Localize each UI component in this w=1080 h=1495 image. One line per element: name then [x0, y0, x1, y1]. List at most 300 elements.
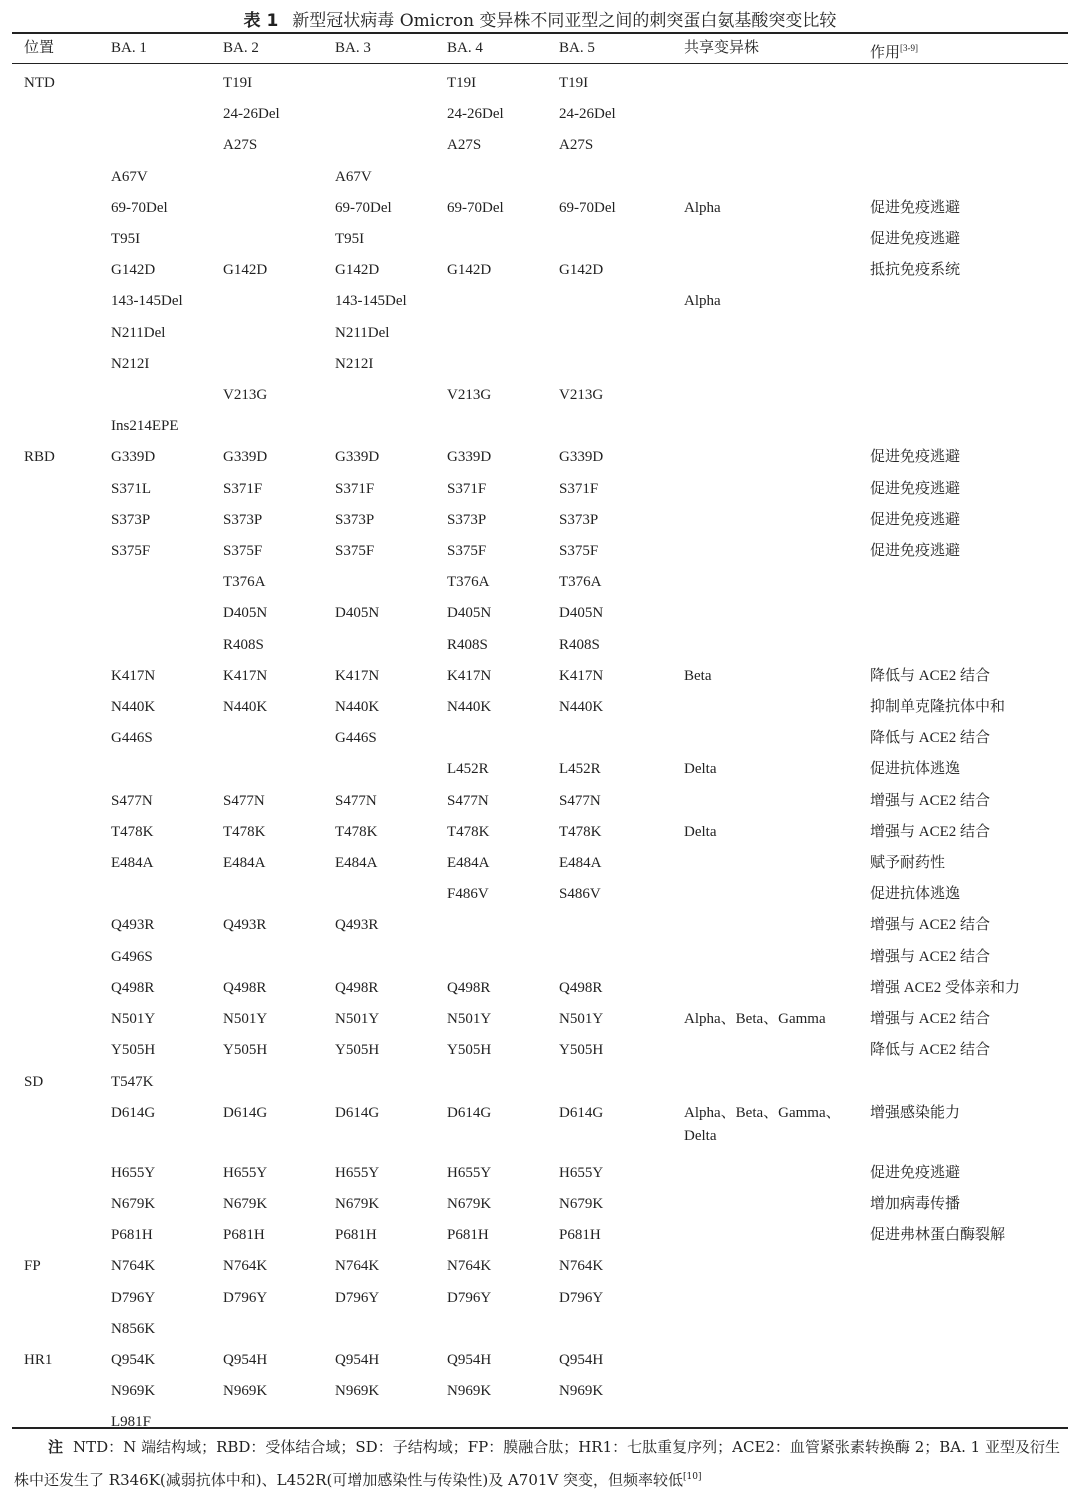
cell-position	[12, 879, 111, 910]
cell-shared-variant	[684, 786, 870, 817]
cell-ba4: A27S	[447, 137, 482, 154]
cell-ba1: G496S	[111, 948, 153, 965]
table-row	[12, 411, 1068, 442]
cell-ba1	[111, 567, 223, 598]
cell-ba5: P681H	[559, 1227, 601, 1244]
cell-effect	[870, 130, 1068, 161]
cell-position	[12, 1220, 111, 1251]
cell-ba5: S375F	[559, 543, 599, 560]
table-row	[12, 879, 1068, 910]
cell-ba4: S375F	[447, 543, 487, 560]
table-number: 表 1	[243, 11, 279, 31]
cell-ba2: A27S	[223, 137, 258, 154]
cell-ba2: V213G	[223, 387, 268, 404]
cell-ba5: D614G	[559, 1104, 604, 1121]
cell-ba3	[335, 630, 447, 661]
table-row	[12, 1067, 1068, 1098]
cell-ba2: D614G	[223, 1104, 268, 1121]
cell-ba2: E484A	[223, 855, 266, 872]
cell-ba5: Q498R	[559, 979, 603, 996]
cell-position: FP	[24, 1258, 41, 1275]
cell-shared-variant	[684, 318, 870, 349]
cell-ba2: T478K	[223, 823, 266, 840]
header-ref: [3-9]	[900, 43, 919, 53]
cell-ba4: D405N	[447, 605, 492, 622]
cell-shared-variant	[684, 567, 870, 598]
cell-position	[12, 505, 111, 536]
cell-ba5: L452R	[559, 761, 601, 778]
cell-position	[12, 1376, 111, 1407]
cell-ba3: 69-70Del	[335, 199, 392, 216]
cell-ba4	[447, 1314, 559, 1345]
cell-ba3: D614G	[335, 1104, 380, 1121]
table-row	[12, 630, 1068, 661]
cell-shared-variant	[684, 99, 870, 130]
cell-ba4: E484A	[447, 855, 490, 872]
cell-ba1	[111, 99, 223, 130]
cell-effect: 增加病毒传播	[870, 1195, 961, 1212]
cell-effect: 抵抗免疫系统	[870, 262, 961, 279]
cell-ba2: G339D	[223, 449, 268, 466]
cell-shared-variant	[684, 1067, 870, 1098]
cell-ba5: G142D	[559, 262, 604, 279]
cell-ba5: N679K	[559, 1195, 604, 1212]
cell-ba4: K417N	[447, 667, 492, 684]
cell-shared-variant	[684, 630, 870, 661]
cell-shared-variant	[684, 598, 870, 629]
cell-effect: 促进免疫逃避	[870, 199, 961, 216]
cell-ba5: D405N	[559, 605, 604, 622]
cell-ba2: S477N	[223, 792, 265, 809]
table-row	[12, 1035, 1068, 1066]
cell-ba1: P681H	[111, 1227, 153, 1244]
cell-ba4: S371F	[447, 480, 487, 497]
cell-ba2: S371F	[223, 480, 263, 497]
cell-ba3: Y505H	[335, 1042, 380, 1059]
cell-ba3: N212I	[335, 355, 374, 372]
cell-ba5	[559, 1314, 684, 1345]
cell-ba2: Q498R	[223, 979, 267, 996]
table-row	[12, 973, 1068, 1004]
table-row	[12, 567, 1068, 598]
cell-position	[12, 286, 111, 317]
cell-ba3: Q493R	[335, 917, 379, 934]
cell-ba1: G446S	[111, 730, 153, 747]
cell-position: RBD	[24, 449, 55, 466]
cell-shared-variant	[684, 942, 870, 973]
cell-ba4: Y505H	[447, 1042, 492, 1059]
table-row	[12, 1004, 1068, 1035]
cell-shared-variant: Beta	[684, 667, 712, 684]
cell-ba4: S373P	[447, 511, 487, 528]
table-title	[0, 6, 1080, 31]
cell-effect	[870, 1376, 1068, 1407]
table-row	[12, 661, 1068, 692]
note-text: NTD：N 端结构域；RBD：受体结合域；SD：子结构域；FP：膜融合肽；HR1：七肽重复序列；ACE2：血管紧张素转换酶 2；BA. 1 亚型及衍生株中还发生了 R346K(减弱抗体中和)、L452R(可增加感染性与传染性)及 A701V 突变，但频率较低	[14, 1438, 1060, 1489]
cell-ba5: T376A	[559, 574, 602, 591]
cell-ba5: T19I	[559, 75, 589, 91]
cell-shared-variant	[684, 411, 870, 442]
cell-effect: 促进免疫逃避	[870, 543, 961, 560]
cell-shared-variant	[684, 1035, 870, 1066]
cell-position	[12, 318, 111, 349]
cell-position	[12, 1158, 111, 1189]
table-row	[12, 817, 1068, 848]
cell-ba5	[559, 942, 684, 973]
cell-ba4: H655Y	[447, 1164, 492, 1181]
header-position: 位置	[24, 40, 55, 56]
cell-position	[12, 99, 111, 130]
cell-ba3: N211Del	[335, 324, 390, 341]
cell-ba2	[223, 1067, 335, 1098]
cell-effect: 抑制单克隆抗体中和	[870, 699, 1006, 716]
cell-ba4: N969K	[447, 1383, 492, 1400]
cell-ba1: S375F	[111, 543, 151, 560]
table-row	[12, 380, 1068, 411]
cell-shared-variant	[684, 879, 870, 910]
cell-ba5	[559, 318, 684, 349]
table-note	[14, 1432, 1070, 1495]
cell-effect	[870, 286, 1068, 317]
cell-shared-variant	[684, 1376, 870, 1407]
cell-ba1: S373P	[111, 511, 151, 528]
cell-ba3: T95I	[335, 231, 365, 248]
cell-effect	[870, 318, 1068, 349]
cell-effect	[870, 1314, 1068, 1345]
table-row	[12, 1283, 1068, 1314]
table-row	[12, 193, 1068, 224]
cell-ba3: K417N	[335, 667, 380, 684]
cell-shared-variant	[684, 848, 870, 879]
cell-ba1: K417N	[111, 667, 156, 684]
cell-ba1: T478K	[111, 823, 154, 840]
cell-ba4: N440K	[447, 699, 492, 716]
cell-ba3	[335, 380, 447, 411]
cell-position	[12, 973, 111, 1004]
cell-ba1: 69-70Del	[111, 199, 168, 216]
cell-ba3	[335, 411, 447, 442]
cell-position	[12, 754, 111, 785]
cell-ba3: P681H	[335, 1227, 377, 1244]
cell-ba5: R408S	[559, 636, 600, 653]
cell-effect: 增强与 ACE2 结合	[870, 1011, 991, 1028]
cell-position	[12, 162, 111, 193]
cell-effect: 降低与 ACE2 结合	[870, 730, 991, 747]
cell-ba5: S477N	[559, 792, 601, 809]
cell-ba1: S371L	[111, 480, 152, 497]
cell-ba2	[223, 193, 335, 224]
cell-ba2: T376A	[223, 574, 266, 591]
cell-ba5: 69-70Del	[559, 199, 616, 216]
cell-ba2: S375F	[223, 543, 263, 560]
cell-ba1: D614G	[111, 1104, 156, 1121]
cell-shared-variant	[684, 1251, 870, 1282]
cell-ba1: D796Y	[111, 1289, 156, 1306]
cell-shared-variant	[684, 1158, 870, 1189]
cell-position: HR1	[24, 1351, 53, 1368]
cell-ba2: G142D	[223, 262, 268, 279]
table-row	[12, 286, 1068, 317]
cell-ba4: G142D	[447, 262, 492, 279]
table-row	[12, 692, 1068, 723]
cell-ba4	[447, 318, 559, 349]
cell-ba4: 69-70Del	[447, 199, 504, 216]
cell-ba4: N501Y	[447, 1011, 492, 1028]
cell-ba1: Q498R	[111, 979, 155, 996]
table-row	[12, 754, 1068, 785]
cell-ba5: D796Y	[559, 1289, 604, 1306]
cell-ba2: Q493R	[223, 917, 267, 934]
cell-ba1: E484A	[111, 855, 154, 872]
cell-shared-variant	[684, 130, 870, 161]
cell-ba3: G339D	[335, 449, 380, 466]
cell-ba4	[447, 942, 559, 973]
cell-ba4	[447, 162, 559, 193]
cell-ba2: N969K	[223, 1383, 268, 1400]
cell-ba1: N440K	[111, 699, 156, 716]
cell-shared-variant: Alpha	[684, 199, 721, 216]
cell-ba1	[111, 130, 223, 161]
cell-shared-variant: Delta	[684, 823, 717, 840]
cell-ba5: N501Y	[559, 1011, 604, 1028]
header-ba1: BA. 1	[111, 40, 147, 56]
cell-ba5: Q954H	[559, 1351, 604, 1368]
cell-ba5: K417N	[559, 667, 604, 684]
cell-ba3	[335, 1067, 447, 1098]
cell-ba5	[559, 286, 684, 317]
cell-effect: 促进抗体逃逸	[870, 886, 961, 903]
cell-shared-variant	[684, 1220, 870, 1251]
cell-ba1	[111, 754, 223, 785]
cell-effect	[870, 349, 1068, 380]
cell-ba3: G446S	[335, 730, 377, 747]
cell-ba3: T478K	[335, 823, 378, 840]
table-row	[12, 942, 1068, 973]
cell-position	[12, 224, 111, 255]
cell-ba3: E484A	[335, 855, 378, 872]
cell-ba2: S373P	[223, 511, 263, 528]
cell-effect: 增强与 ACE2 结合	[870, 948, 991, 965]
cell-ba4: S477N	[447, 792, 489, 809]
table-row	[12, 162, 1068, 193]
cell-position	[12, 130, 111, 161]
cell-ba4: R408S	[447, 636, 488, 653]
table-row	[12, 1189, 1068, 1220]
cell-position	[12, 474, 111, 505]
table-row	[12, 224, 1068, 255]
cell-ba1: N211Del	[111, 324, 166, 341]
note-ref: [10]	[683, 1472, 702, 1482]
table-row	[12, 1251, 1068, 1282]
cell-shared-variant	[684, 536, 870, 567]
cell-ba4	[447, 411, 559, 442]
cell-ba2	[223, 318, 335, 349]
cell-effect	[870, 99, 1068, 130]
cell-position	[12, 692, 111, 723]
mutation-table	[12, 34, 1068, 1439]
cell-position	[12, 1189, 111, 1220]
cell-position: SD	[24, 1073, 44, 1090]
cell-ba3: N969K	[335, 1383, 380, 1400]
cell-ba2: R408S	[223, 636, 264, 653]
table-row	[12, 474, 1068, 505]
cell-effect	[870, 68, 1068, 99]
header-ba3: BA. 3	[335, 40, 371, 56]
cell-position	[12, 567, 111, 598]
cell-position	[12, 380, 111, 411]
cell-ba3: S373P	[335, 511, 375, 528]
cell-ba2: H655Y	[223, 1164, 268, 1181]
cell-ba2	[223, 942, 335, 973]
cell-position	[12, 910, 111, 941]
cell-ba2: P681H	[223, 1227, 265, 1244]
cell-ba2: Y505H	[223, 1042, 268, 1059]
table-row	[12, 99, 1068, 130]
table-row	[12, 598, 1068, 629]
cell-ba5: N969K	[559, 1383, 604, 1400]
cell-ba3: N764K	[335, 1258, 380, 1275]
cell-position	[12, 598, 111, 629]
cell-ba3: Q498R	[335, 979, 379, 996]
cell-position	[12, 255, 111, 286]
cell-ba5: A27S	[559, 137, 594, 154]
cell-position	[12, 661, 111, 692]
cell-ba5: N440K	[559, 699, 604, 716]
cell-shared-variant: Alpha	[684, 293, 721, 310]
cell-ba1	[111, 380, 223, 411]
cell-ba4	[447, 224, 559, 255]
cell-ba1: G142D	[111, 262, 156, 279]
cell-ba5	[559, 224, 684, 255]
cell-ba4: N679K	[447, 1195, 492, 1212]
cell-ba5: G339D	[559, 449, 604, 466]
cell-ba2: 24-26Del	[223, 106, 280, 123]
cell-shared-variant	[684, 973, 870, 1004]
cell-ba4	[447, 286, 559, 317]
cell-effect: 促进抗体逃逸	[870, 761, 961, 778]
cell-effect: 增强与 ACE2 结合	[870, 823, 991, 840]
cell-effect: 增强 ACE2 受体亲和力	[870, 979, 1021, 996]
cell-ba1	[111, 879, 223, 910]
cell-ba3: Q954H	[335, 1351, 380, 1368]
cell-ba4: Q498R	[447, 979, 491, 996]
cell-effect: 促进免疫逃避	[870, 1164, 961, 1181]
cell-effect	[870, 411, 1068, 442]
cell-shared-variant	[684, 349, 870, 380]
cell-ba1	[111, 68, 223, 99]
cell-ba1	[111, 630, 223, 661]
cell-ba1: N679K	[111, 1195, 156, 1212]
cell-effect: 促进免疫逃避	[870, 449, 961, 466]
cell-ba3: H655Y	[335, 1164, 380, 1181]
cell-ba3: N501Y	[335, 1011, 380, 1028]
cell-effect: 降低与 ACE2 结合	[870, 1042, 991, 1059]
cell-ba1: Q954K	[111, 1351, 156, 1368]
cell-shared-variant	[684, 442, 870, 473]
table-row	[12, 1220, 1068, 1251]
cell-ba1: T95I	[111, 231, 141, 248]
cell-ba1: Y505H	[111, 1042, 156, 1059]
cell-ba3: D796Y	[335, 1289, 380, 1306]
table-row	[12, 349, 1068, 380]
table-row	[12, 536, 1068, 567]
table-row	[12, 1376, 1068, 1407]
cell-ba2	[223, 349, 335, 380]
cell-ba4	[447, 910, 559, 941]
cell-position: NTD	[24, 75, 55, 91]
cell-ba4: T19I	[447, 75, 477, 91]
cell-position	[12, 411, 111, 442]
cell-ba2: K417N	[223, 667, 268, 684]
cell-effect	[870, 630, 1068, 661]
cell-ba2: T19I	[223, 75, 253, 91]
cell-ba2	[223, 224, 335, 255]
cell-ba4: T376A	[447, 574, 490, 591]
cell-shared-variant	[684, 255, 870, 286]
cell-effect: 赋予耐药性	[870, 855, 946, 872]
cell-ba1: L981F	[111, 1414, 152, 1431]
cell-ba4	[447, 1067, 559, 1098]
cell-shared-variant: Alpha、Beta、Gamma、 Delta	[684, 1104, 841, 1144]
cell-ba1: Q493R	[111, 917, 155, 934]
cell-ba3	[335, 567, 447, 598]
cell-ba1: Ins214EPE	[111, 418, 179, 435]
header-ba2: BA. 2	[223, 40, 259, 56]
cell-effect	[870, 598, 1068, 629]
cell-ba5: S373P	[559, 511, 599, 528]
cell-ba3	[335, 754, 447, 785]
cell-effect	[870, 380, 1068, 411]
cell-ba3	[335, 942, 447, 973]
cell-ba4	[447, 349, 559, 380]
table-row	[12, 255, 1068, 286]
cell-ba1: N764K	[111, 1258, 156, 1275]
cell-ba3: D405N	[335, 605, 380, 622]
table-row	[12, 1314, 1068, 1345]
cell-effect: 增强感染能力	[870, 1104, 961, 1121]
cell-ba5: S486V	[559, 886, 601, 903]
table-row	[12, 1158, 1068, 1189]
header-ba4: BA. 4	[447, 40, 483, 56]
cell-position	[12, 1098, 111, 1158]
cell-position	[12, 630, 111, 661]
cell-shared-variant	[684, 1314, 870, 1345]
cell-shared-variant: Alpha、Beta、Gamma	[684, 1011, 826, 1028]
table-row	[12, 848, 1068, 879]
table-row	[12, 723, 1068, 754]
header-row	[12, 34, 1068, 68]
cell-ba5	[559, 411, 684, 442]
cell-ba4: 24-26Del	[447, 106, 504, 123]
cell-ba4: F486V	[447, 886, 489, 903]
cell-effect	[870, 567, 1068, 598]
cell-effect: 促进免疫逃避	[870, 231, 961, 248]
cell-ba5: E484A	[559, 855, 602, 872]
cell-ba3: G142D	[335, 262, 380, 279]
cell-ba3	[335, 879, 447, 910]
cell-shared-variant	[684, 692, 870, 723]
cell-ba2	[223, 723, 335, 754]
cell-ba4: L452R	[447, 761, 489, 778]
cell-ba4: V213G	[447, 387, 492, 404]
cell-ba1: N212I	[111, 355, 150, 372]
cell-ba2	[223, 1314, 335, 1345]
cell-position	[12, 942, 111, 973]
cell-ba5	[559, 162, 684, 193]
cell-ba3	[335, 68, 447, 99]
table-row	[12, 910, 1068, 941]
header-effect-label: 作用	[870, 45, 901, 61]
